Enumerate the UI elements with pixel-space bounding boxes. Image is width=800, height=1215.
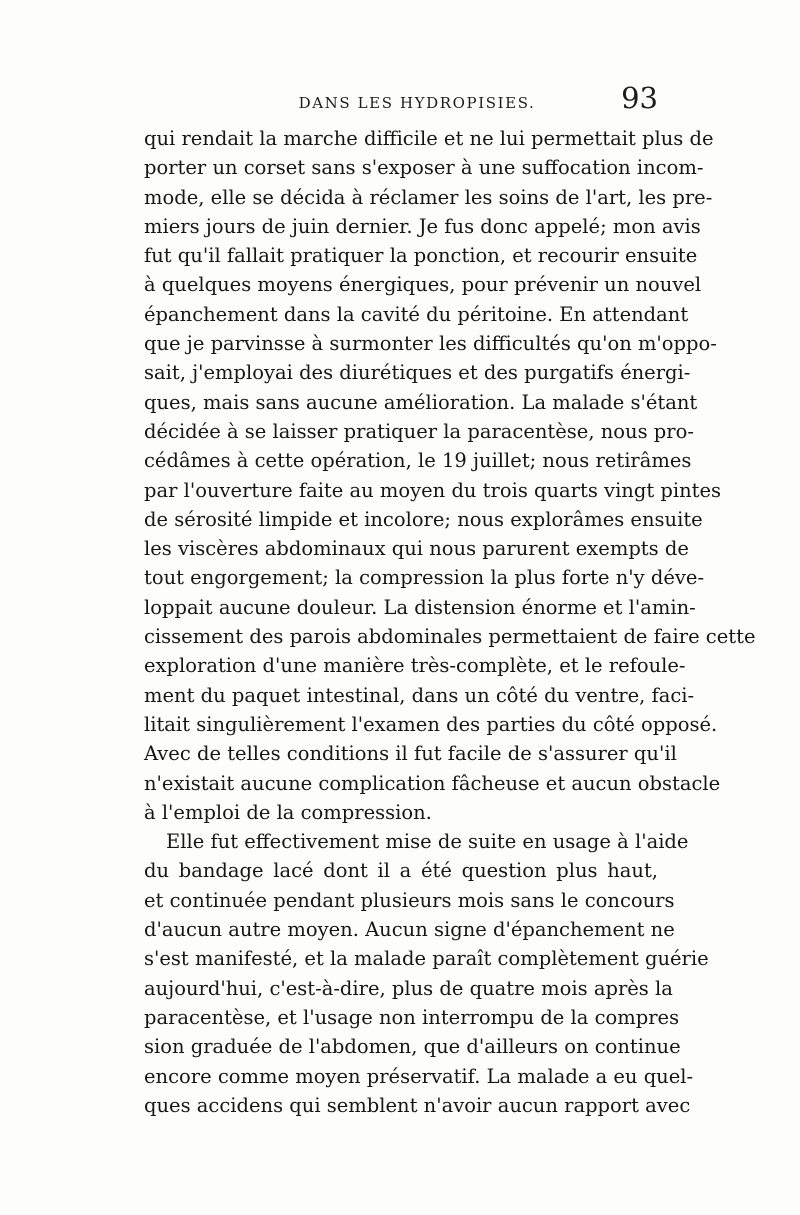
text-line: loppait aucune douleur. La distension énorme et l'amin- bbox=[144, 595, 696, 619]
running-title: DANS LES HYDROPISIES. bbox=[298, 94, 536, 112]
text-line: n'existait aucune complication fâcheuse et aucun obstacle bbox=[144, 771, 721, 795]
text-line: cédâmes à cette opération, le 19 juillet; nous retirâmes bbox=[144, 449, 692, 473]
text-line: porter un corset sans s'exposer à une suffocation incom- bbox=[144, 156, 704, 180]
text-line: mode, elle se décida à réclamer les soins de l'art, les pre- bbox=[144, 185, 713, 209]
text-line: ques, mais sans aucune amélioration. La malade s'étant bbox=[144, 390, 698, 414]
paragraph-end-line: à l'emploi de la compression. bbox=[144, 800, 432, 824]
text-line: Avec de telles conditions il fut facile de s'assurer qu'il bbox=[144, 742, 677, 766]
text-line: litait singulièrement l'examen des parties du côté opposé. bbox=[144, 712, 718, 736]
text-line: sion graduée de l'abdomen, que d'ailleurs on continue bbox=[144, 1035, 681, 1059]
text-line: ment du paquet intestinal, dans un côté du ventre, faci- bbox=[144, 683, 695, 707]
text-line: fut qu'il fallait pratiquer la ponction, et recourir ensuite bbox=[144, 244, 698, 268]
text-line: les viscères abdominaux qui nous parurent exempts de bbox=[144, 537, 689, 561]
text-line: du bandage lacé dont il a été question plus haut, bbox=[144, 859, 658, 883]
text-line: miers jours de juin dernier. Je fus donc appelé; mon avis bbox=[144, 214, 701, 238]
text-line: cissement des parois abdominales permettaient de faire cette bbox=[144, 625, 756, 649]
text-line: et continuée pendant plusieurs mois sans le concours bbox=[144, 888, 675, 912]
text-line: d'aucun autre moyen. Aucun signe d'épanchement ne bbox=[144, 918, 675, 942]
text-line: décidée à se laisser pratiquer la paracentèse, nous pro- bbox=[144, 419, 694, 443]
text-line: de sérosité limpide et incolore; nous explorâmes ensuite bbox=[144, 507, 703, 531]
page-number: 93 bbox=[621, 81, 658, 115]
text-line: exploration d'une manière très-complète, et le refoule- bbox=[144, 654, 686, 678]
text-line: ques accidens qui semblent n'avoir aucun rapport avec bbox=[144, 1093, 691, 1117]
text-line: sait, j'employai des diurétiques et des purgatifs énergi- bbox=[144, 361, 691, 385]
text-line: encore comme moyen préservatif. La malade a eu quel- bbox=[144, 1064, 694, 1088]
paragraph-start-line: Elle fut effectivement mise de suite en usage à l'aide bbox=[166, 830, 689, 854]
text-line: tout engorgement; la compression la plus forte n'y déve- bbox=[144, 566, 705, 590]
text-line: par l'ouverture faite au moyen du trois quarts vingt pintes bbox=[144, 478, 722, 502]
body-text bbox=[144, 124, 756, 1120]
text-line: s'est manifesté, et la malade paraît complètement guérie bbox=[144, 947, 709, 971]
text-line: paracentèse, et l'usage non interrompu de la compres bbox=[144, 1005, 680, 1029]
text-line: que je parvinsse à surmonter les difficultés qu'on m'oppo- bbox=[144, 332, 717, 356]
running-head bbox=[140, 82, 658, 118]
text-line: épanchement dans la cavité du péritoine. En attendant bbox=[144, 302, 689, 326]
text-line: qui rendait la marche difficile et ne lui permettait plus de bbox=[144, 127, 714, 150]
text-line: aujourd'hui, c'est-à-dire, plus de quatre mois après la bbox=[144, 976, 673, 1000]
text-line: à quelques moyens énergiques, pour prévenir un nouvel bbox=[144, 273, 702, 297]
